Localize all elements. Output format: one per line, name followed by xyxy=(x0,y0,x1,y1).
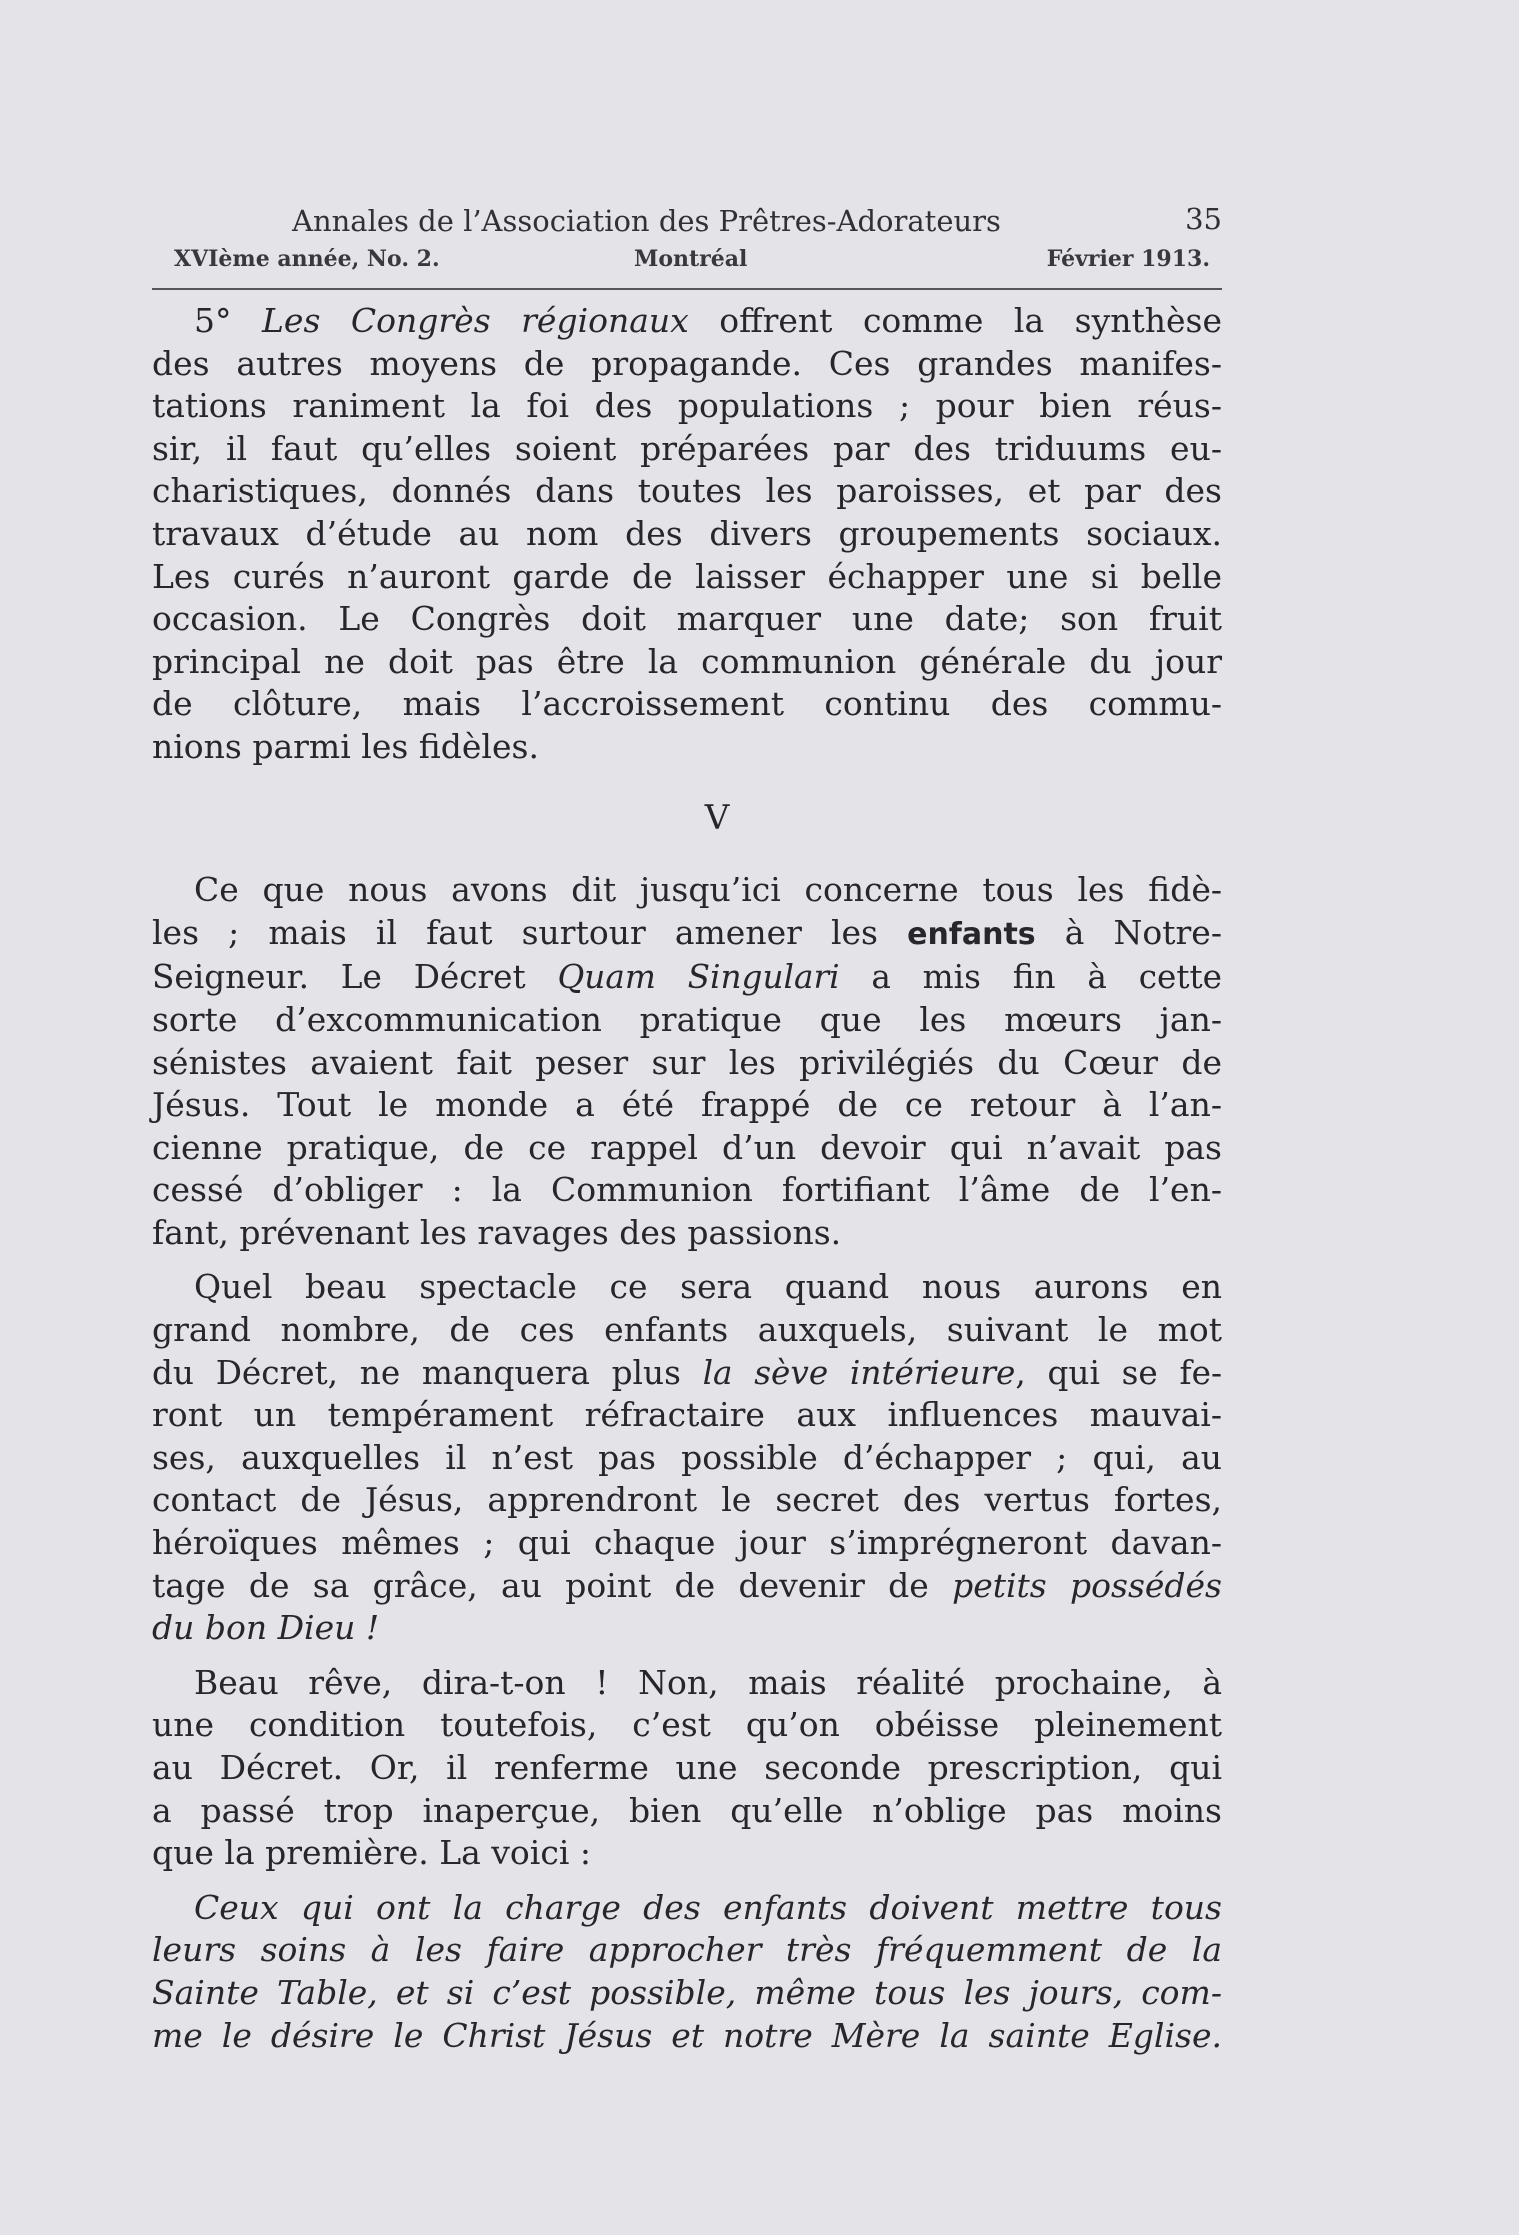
emphasis-text: Les Congrès régionaux xyxy=(262,301,689,340)
text-line: a passé trop inaperçue, bien qu’elle n’oblige pas moins xyxy=(152,1790,1222,1830)
text-line xyxy=(152,1607,1222,1650)
text-line: héroïques mêmes ; qui chaque jour s’imprégneront davan- xyxy=(152,1523,1222,1563)
text-line: ront un tempérament réfractaire aux influences mauvai- xyxy=(152,1395,1222,1435)
paragraph-regional-congresses xyxy=(152,300,1222,769)
text-line: cienne pratique, de ce rappel d’un devoir qui n’avait pas xyxy=(152,1127,1222,1167)
article-body xyxy=(152,300,1222,2057)
text-line: que la première. La voici : xyxy=(152,1833,591,1873)
text-line: 5° Les Congrès régionaux offrent comme la synthèse xyxy=(194,301,1222,340)
text-line: Les curés n’auront garde de laisser échapper une si belle xyxy=(152,556,1222,596)
decree-quotation xyxy=(152,1887,1222,2057)
header-rule xyxy=(152,288,1222,290)
text-line: contact de Jésus, apprendront le secret des vertus fortes, xyxy=(152,1480,1222,1520)
text-line: sénistes avaient fait peser sur les privilégiés du Cœur de xyxy=(152,1042,1222,1082)
paragraph-children xyxy=(152,869,1222,1254)
text-line: des autres moyens de propagande. Ces grandes manifes- xyxy=(152,343,1222,383)
text-line: grand nombre, de ces enfants auxquels, suivant le mot xyxy=(152,1310,1222,1350)
text-line: du Décret, ne manquera plus la sève intérieure, qui se fe- xyxy=(152,1353,1222,1392)
text-line: sorte d’excommunication pratique que les mœurs jan- xyxy=(152,999,1222,1039)
page-number: 35 xyxy=(1185,202,1222,236)
journal-title: Annales de l’Association des Prêtres-Adorateurs xyxy=(292,204,1001,238)
text-line: une condition toutefois, c’est qu’on obéisse pleinement xyxy=(152,1705,1222,1745)
paragraph-dream xyxy=(152,1662,1222,1875)
text-line: travaux d’étude au nom des divers groupements sociaux. xyxy=(152,513,1222,553)
emphasis-text: petits possédés xyxy=(952,1565,1222,1605)
text-line: Seigneur. Le Décret Quam Singulari a mis fin à cette xyxy=(152,958,1222,997)
running-header xyxy=(152,196,1222,296)
text-line: Sainte Table, et si c’est possible, même tous les jours, com- xyxy=(152,1972,1222,2012)
text-line: nions parmi les fidèles. xyxy=(152,726,539,766)
section-heading: V xyxy=(704,797,730,838)
text-line: Ce que nous avons dit jusqu’ici concerne tous les fidè- xyxy=(194,870,1222,910)
text-line: sir, il faut qu’elles soient préparées par des triduums eu- xyxy=(152,428,1222,468)
paragraph-spectacle xyxy=(152,1266,1222,1649)
text-line: me le désire le Christ Jésus et notre Mère la sainte Eglise. xyxy=(152,2015,1222,2055)
text-line: leurs soins à les faire approcher très fréquemment de la xyxy=(152,1930,1222,1970)
text-line: cessé d’obliger : la Communion fortifiant l’âme de l’en- xyxy=(152,1170,1222,1210)
text-line: de clôture, mais l’accroissement continu des commu- xyxy=(152,684,1222,724)
text-line: au Décret. Or, il renferme une seconde prescription, qui xyxy=(152,1748,1222,1787)
text-line: ses, auxquelles il n’est pas possible d’échapper ; qui, au xyxy=(152,1437,1222,1477)
emphasis-text: Quam Singulari xyxy=(557,958,840,997)
emphasis-text: la sève intérieure xyxy=(702,1353,1016,1392)
text-line: charistiques, donnés dans toutes les paroisses, et par des xyxy=(152,471,1222,511)
publication-city: Montréal xyxy=(634,246,748,272)
text-line: Ceux qui ont la charge des enfants doivent mettre tous xyxy=(194,1887,1222,1927)
volume-issue: XVIème année, No. 2. xyxy=(174,246,440,272)
text-line: principal ne doit pas être la communion générale du jour xyxy=(152,641,1222,681)
text-line: Quel beau spectacle ce sera quand nous aurons en xyxy=(194,1267,1222,1307)
text-line: tage de sa grâce, au point de devenir de petits possédés xyxy=(152,1565,1222,1605)
text-line: tations raniment la foi des populations ; pour bien réus- xyxy=(152,386,1222,426)
text-line: Beau rêve, dira-t-on ! Non, mais réalité prochaine, à xyxy=(194,1662,1222,1702)
text-line: Jésus. Tout le monde a été frappé de ce retour à l’an- xyxy=(152,1085,1222,1125)
text-line: fant, prévenant les ravages des passions. xyxy=(152,1212,842,1252)
bold-text: enfants xyxy=(907,916,1036,952)
text-line: les ; mais il faut surtour amener les enfants à Notre- xyxy=(152,912,1222,952)
emphasis-text: du bon Dieu ! xyxy=(152,1608,380,1648)
publication-date: Février 1913. xyxy=(1046,246,1210,272)
text-line: occasion. Le Congrès doit marquer une date; son fruit xyxy=(152,599,1222,639)
